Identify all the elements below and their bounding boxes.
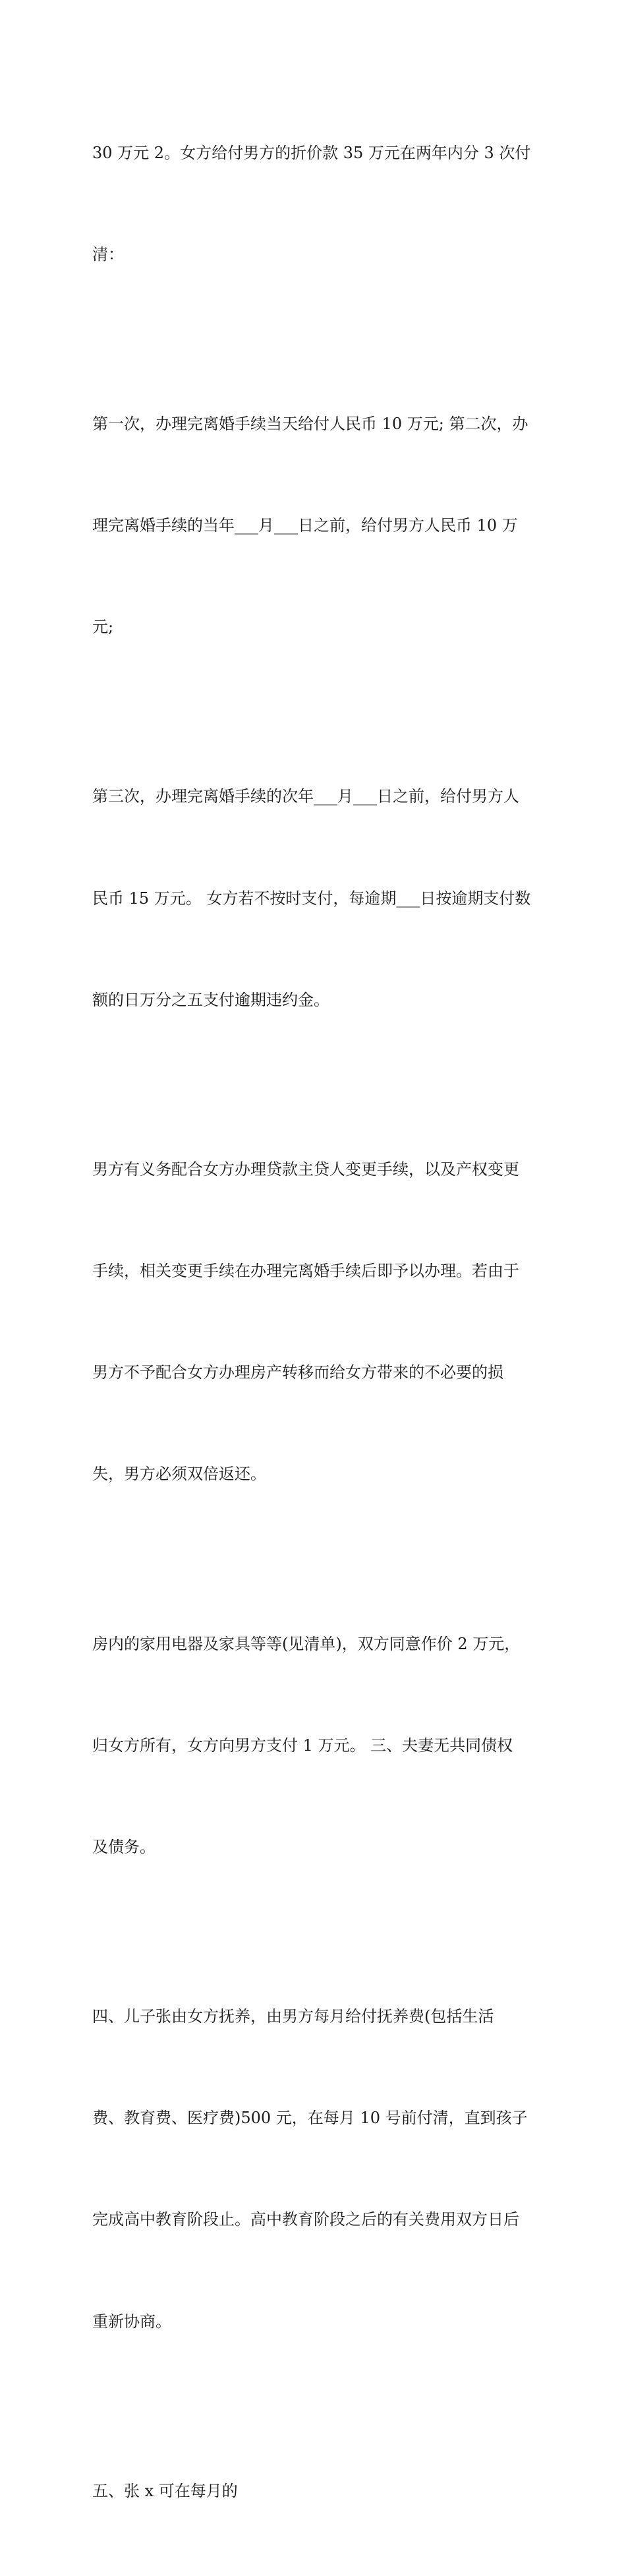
- document-body: [92, 69, 540, 2576]
- text-line: 费、教育费、医疗费)500 元，在每月 10 号前付清，直到孩子: [92, 2109, 528, 2128]
- text-line: 及债务。: [92, 1837, 156, 1856]
- text-line: 清：: [92, 245, 124, 264]
- paragraph-payment-terms: [92, 69, 540, 339]
- text-line: 第三次，办理完离婚手续的次年___月___日之前，给付男方人: [92, 787, 519, 806]
- text-line: 额的日万分之五支付逾期违约金。: [92, 990, 329, 1009]
- text-line: 理完离婚手续的当年___月___日之前，给付男方人民币 10 万: [92, 516, 518, 535]
- paragraph-visitation: [92, 2407, 540, 2576]
- text-line: 失，男方必须双倍返还。: [92, 1465, 266, 1484]
- text-line: 四、儿子张由女方抚养，由男方每月给付抚养费(包括生活: [92, 2006, 494, 2026]
- text-line: 男方有义务配合女方办理贷款主贷人变更手续，以及产权变更: [92, 1159, 519, 1179]
- paragraph-loan-transfer: [92, 1085, 540, 1560]
- text-line: 重新协商。: [92, 2312, 171, 2331]
- paragraph-child-support: [92, 1932, 540, 2407]
- text-line: 男方不予配合女方办理房产转移而给女方带来的不必要的损: [92, 1363, 503, 1382]
- text-line: 第一次，办理完离婚手续当天给付人民币 10 万元; 第二次，办: [92, 415, 528, 434]
- text-line: 民币 15 万元。 女方若不按时支付，每逾期___日按逾期支付数: [92, 889, 531, 908]
- text-line: 手续，相关变更手续在办理完离婚手续后即予以办理。若由于: [92, 1262, 519, 1281]
- text-line: 归女方所有，女方向男方支付 1 万元。 三、夫妻无共同债权: [92, 1736, 513, 1755]
- paragraph-third-installment: [92, 713, 540, 1085]
- text-line: 元;: [92, 618, 114, 637]
- paragraph-appliances-debts: [92, 1560, 540, 1932]
- text-line: 30 万元 2。女方给付男方的折价款 35 万元在两年内分 3 次付: [92, 143, 531, 162]
- text-line: 完成高中教育阶段止。高中教育阶段之后的有关费用双方日后: [92, 2210, 519, 2229]
- text-line: 房内的家用电器及家具等等(见清单)，双方同意作价 2 万元，: [92, 1634, 521, 1653]
- paragraph-first-second-installment: [92, 339, 540, 712]
- text-line: 五、张 x 可在每月的: [92, 2481, 238, 2500]
